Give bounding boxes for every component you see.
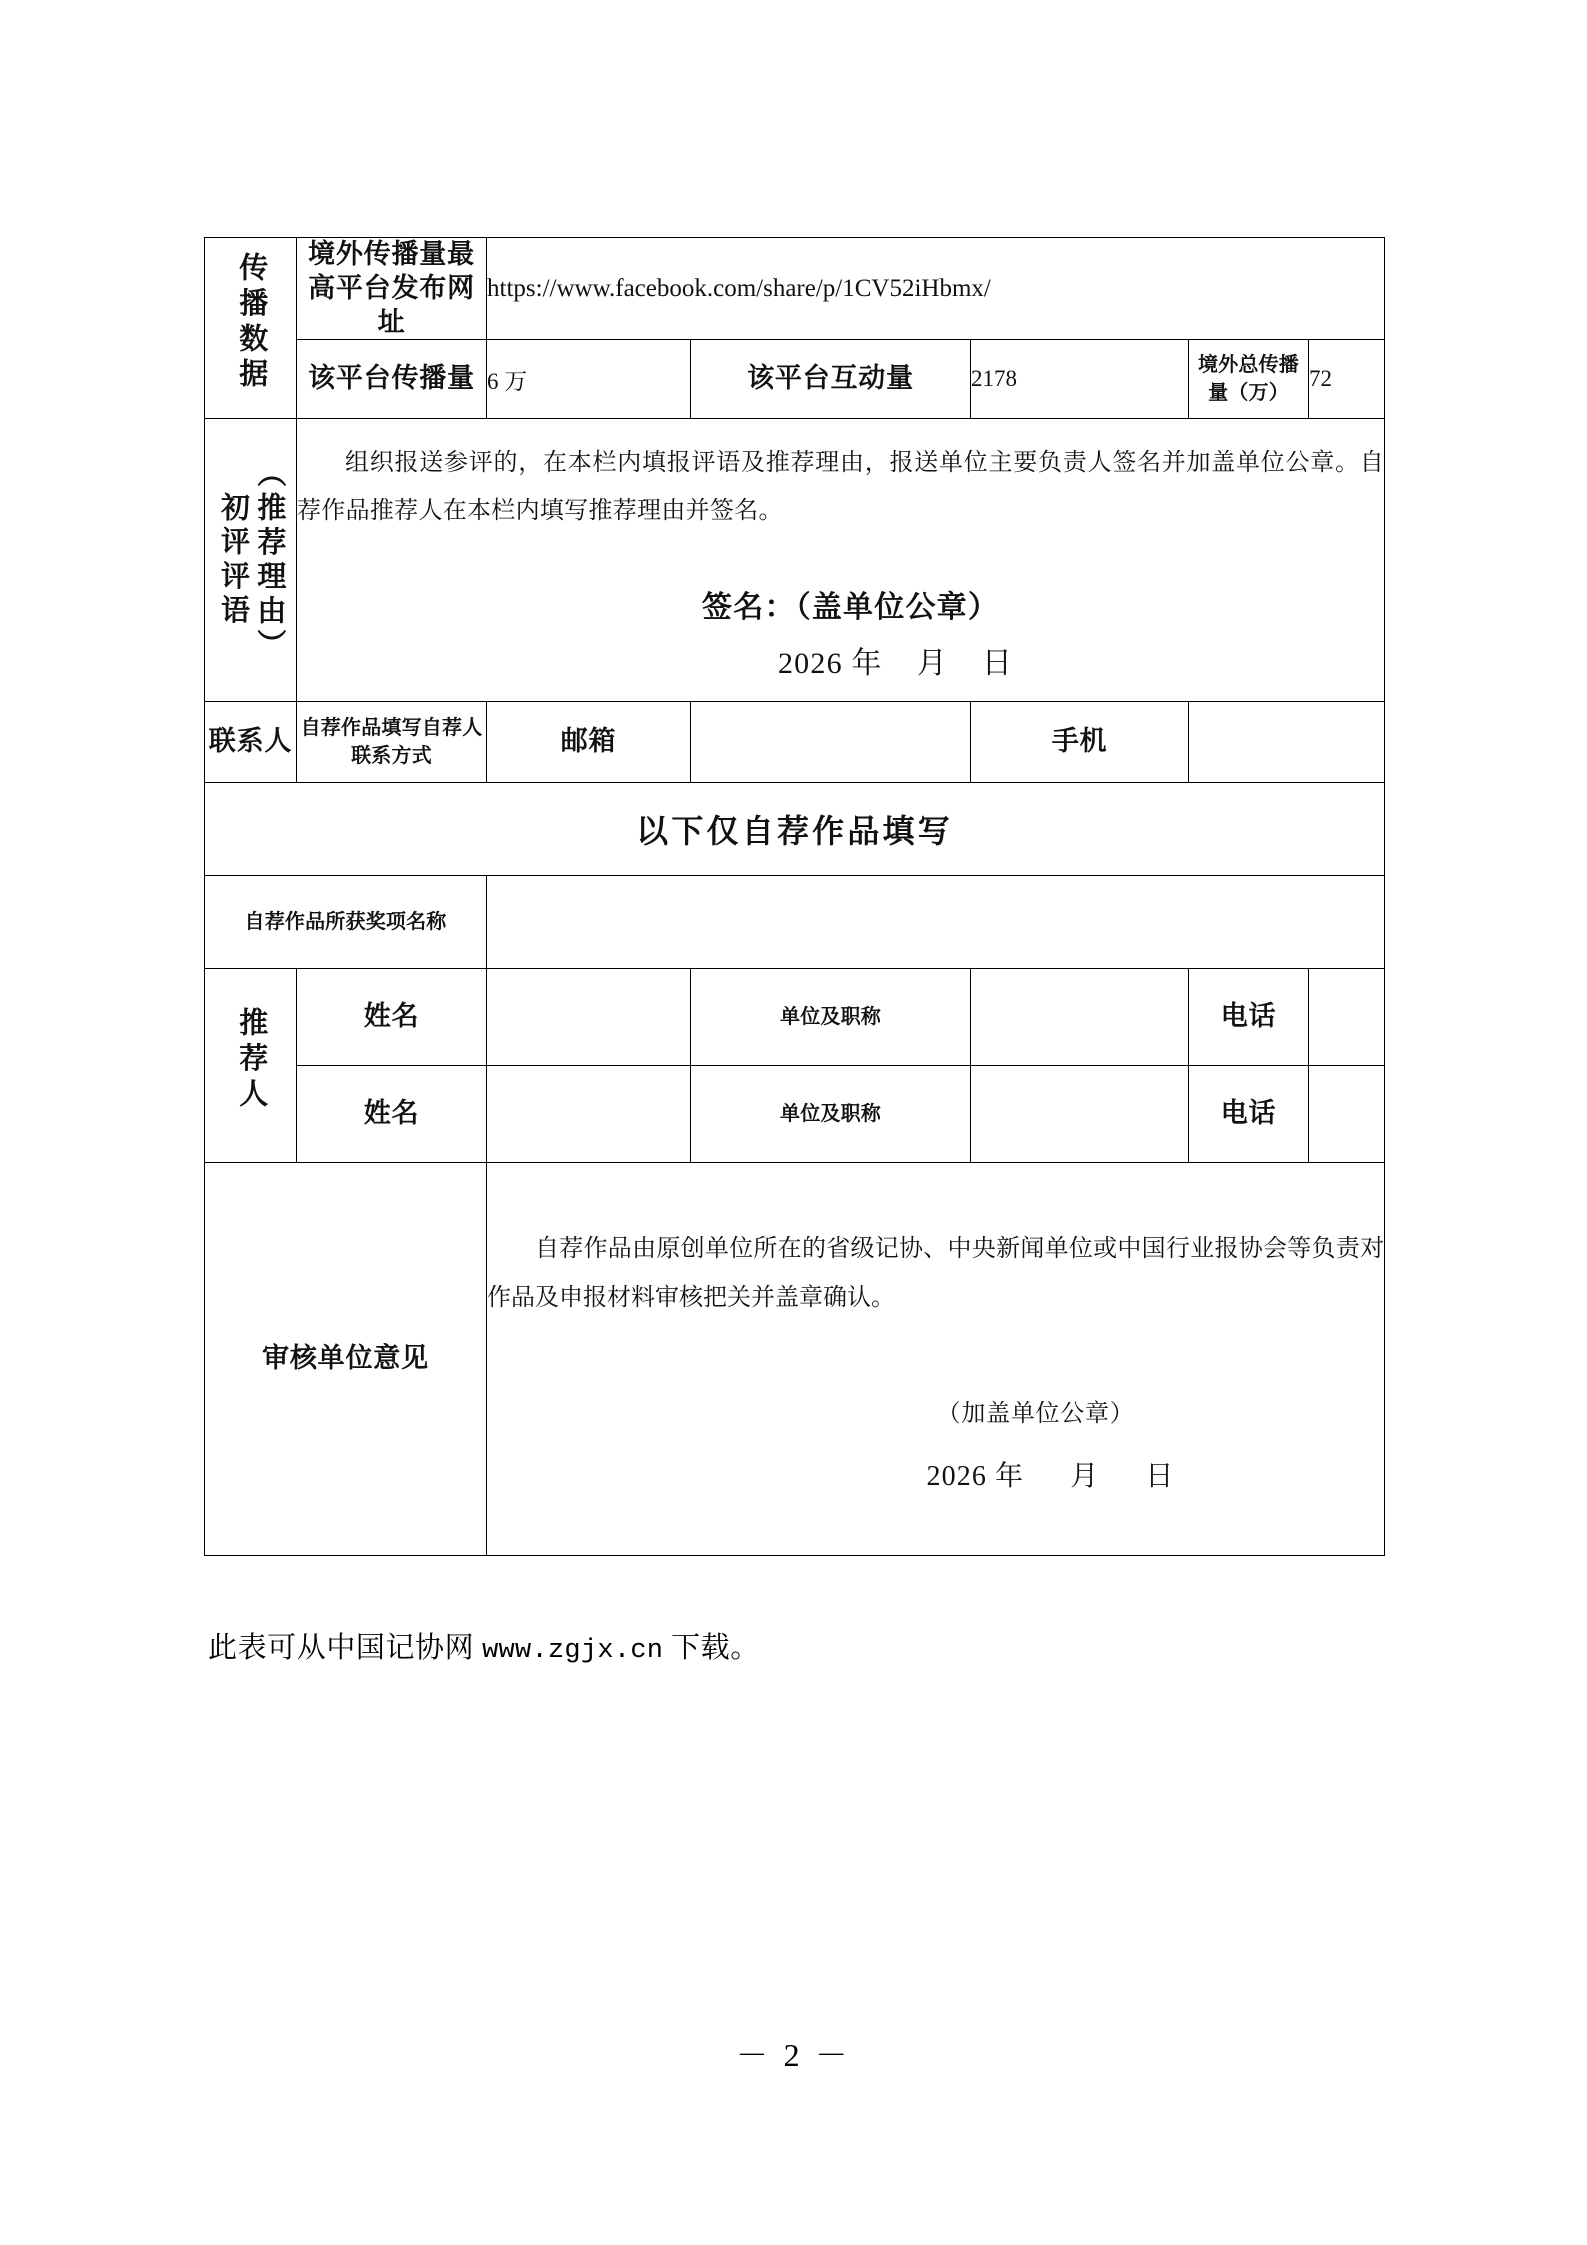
- cell-recommenders-group-label: [205, 969, 297, 1163]
- table-row-spread-metrics: [205, 340, 1385, 419]
- cell-recommender-2-affiliation-label: [691, 1066, 971, 1163]
- cell-award-label: [205, 876, 487, 969]
- cell-recommender-1-name-value[interactable]: [487, 969, 691, 1066]
- contact-label: 联系人: [208, 726, 293, 757]
- cell-platform-interaction-value[interactable]: [971, 340, 1189, 419]
- audit-date-year: 2026 年: [926, 1460, 1025, 1492]
- recommendation-date-day: 日: [981, 646, 1014, 680]
- table-row-recommender-2: [205, 1066, 1385, 1163]
- award-label: 自荐作品所获奖项名称: [244, 911, 447, 934]
- recommendation-label-stack: [205, 458, 296, 663]
- cell-recommender-1-phone-label: [1189, 969, 1309, 1066]
- cell-recommender-1-affiliation-value[interactable]: [971, 969, 1189, 1066]
- cell-overseas-url-value[interactable]: [487, 238, 1385, 340]
- footer-note-suffix: 下载。: [663, 1632, 760, 1664]
- overseas-url-label: 境外传播量最高平台发布网址: [308, 239, 475, 337]
- table-row-recommendation: [205, 419, 1385, 702]
- overseas-url-value: https://www.facebook.com/share/p/1CV52iHbmx/: [487, 274, 991, 302]
- cell-email-value[interactable]: [691, 702, 971, 783]
- recommendation-label-left: 初评评语: [217, 491, 249, 629]
- footer-download-note: [208, 1625, 760, 1666]
- audit-label: 审核单位意见: [262, 1343, 429, 1374]
- platform-interaction-value: 2178: [971, 366, 1017, 392]
- table-row-audit: [205, 1163, 1385, 1556]
- platform-spread-value: 6 万: [487, 368, 528, 394]
- platform-spread-label: 该平台传播量: [308, 363, 475, 394]
- cell-recommender-1-affiliation-label: [691, 969, 971, 1066]
- cell-recommender-1-name-label: [297, 969, 487, 1066]
- cell-recommender-2-name-value[interactable]: [487, 1066, 691, 1163]
- cell-recommender-2-affiliation-value[interactable]: [971, 1066, 1189, 1163]
- spread-data-label: 传播数据: [235, 252, 268, 394]
- cell-spread-data-label: [205, 238, 297, 419]
- table-row-self-rec-banner: [205, 783, 1385, 876]
- platform-interaction-label: 该平台互动量: [747, 363, 914, 394]
- cell-platform-spread-value[interactable]: [487, 340, 691, 419]
- recommendation-date-line: [297, 638, 1384, 682]
- cell-phone-label: [971, 702, 1189, 783]
- recommendation-date-month: 月: [916, 646, 948, 680]
- recommendation-label-right: （推荐理由）: [253, 457, 286, 663]
- cell-recommendation-label: [205, 419, 297, 702]
- cell-overseas-total-value[interactable]: [1309, 340, 1385, 419]
- email-label: 邮箱: [560, 726, 617, 757]
- audit-stamp-note: （加盖单位公章）: [936, 1400, 1135, 1427]
- cell-recommender-2-name-label: [297, 1066, 487, 1163]
- recommendation-signature-block: [297, 582, 1384, 682]
- cell-platform-interaction-label: [691, 340, 971, 419]
- phone-label: 手机: [1051, 726, 1108, 757]
- page-number: － 2 －: [735, 2037, 852, 2073]
- cell-self-rec-banner: [205, 783, 1385, 876]
- recommender-1-name-label: 姓名: [363, 1001, 420, 1032]
- cell-audit-body[interactable]: [487, 1163, 1385, 1556]
- cell-audit-label: [205, 1163, 487, 1556]
- overseas-total-value: 72: [1309, 366, 1332, 392]
- recommendation-instructions: 组织报送参评的，在本栏内填报评语及推荐理由，报送单位主要负责人签名并加盖单位公章。自荐作品推荐人在本栏内填写推荐理由并签名。: [297, 449, 1385, 525]
- recommender-1-affiliation-label: 单位及职称: [780, 1006, 881, 1029]
- recommender-2-affiliation-label: 单位及职称: [780, 1103, 881, 1126]
- footer-note-url: www.zgjx.cn: [482, 1636, 664, 1666]
- recommendation-signature-line: 签名：（盖单位公章）: [702, 590, 1000, 624]
- cell-award-value[interactable]: [487, 876, 1385, 969]
- recommender-2-name-label: 姓名: [363, 1098, 420, 1129]
- cell-contact-note: [297, 702, 487, 783]
- recommenders-group-label: 推荐人: [235, 1007, 268, 1114]
- cell-recommendation-body[interactable]: [297, 419, 1385, 702]
- audit-date-line: [487, 1454, 1384, 1494]
- audit-date-month: 月: [1070, 1460, 1100, 1492]
- cell-email-label: [487, 702, 691, 783]
- audit-instructions: 自荐作品由原创单位所在的省级记协、中央新闻单位或中国行业报协会等负责对作品及申报材料审核把关并盖章确认。: [487, 1235, 1385, 1311]
- cell-platform-spread-label: [297, 340, 487, 419]
- footer-note-prefix: 此表可从中国记协网: [208, 1632, 483, 1664]
- recommender-2-phone-label: 电话: [1220, 1098, 1277, 1129]
- table-row-award: [205, 876, 1385, 969]
- cell-overseas-url-label: [297, 238, 487, 340]
- table-row-contact: [205, 702, 1385, 783]
- recommender-1-phone-label: 电话: [1220, 1001, 1277, 1032]
- recommendation-form-table: [204, 237, 1385, 1556]
- cell-overseas-total-label: [1189, 340, 1309, 419]
- cell-contact-label: [205, 702, 297, 783]
- table-row-overseas-url: [205, 238, 1385, 340]
- cell-phone-value[interactable]: [1189, 702, 1385, 783]
- overseas-total-label: 境外总传播量（万）: [1198, 353, 1299, 405]
- cell-recommender-2-phone-value[interactable]: [1309, 1066, 1385, 1163]
- audit-date-day: 日: [1145, 1460, 1175, 1492]
- recommendation-date-year: 2026 年: [777, 646, 883, 680]
- cell-recommender-2-phone-label: [1189, 1066, 1309, 1163]
- contact-note: 自荐作品填写自荐人联系方式: [300, 716, 483, 768]
- self-rec-banner: 以下仅自荐作品填写: [636, 813, 953, 850]
- table-row-recommender-1: [205, 969, 1385, 1066]
- cell-recommender-1-phone-value[interactable]: [1309, 969, 1385, 1066]
